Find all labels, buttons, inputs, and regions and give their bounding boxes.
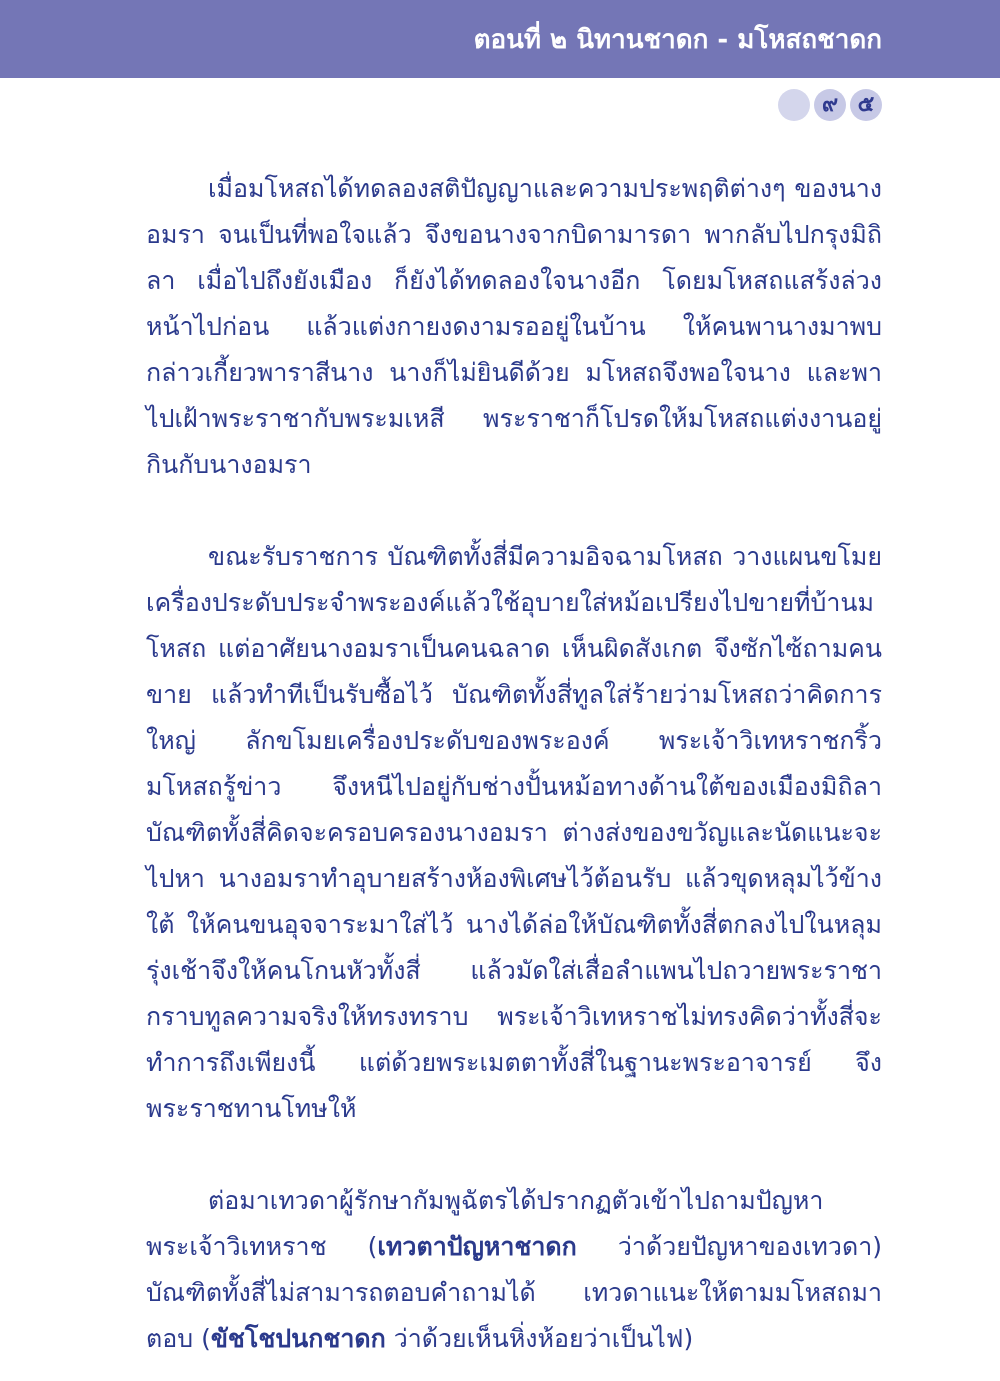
paragraph-3-text-c: ว่าด้วยปัญหาของเทวดา) บัณฑิตทั้งสี่ไม่สามารถตอบคำถามได้ เทวดาแนะให้ตามมโหสถมาตอบ (	[146, 1232, 882, 1353]
paragraph-2: ขณะรับราชการ บัณฑิตทั้งสี่มีความอิจฉามโหสถ วางแผนขโมยเครื่องประดับประจำพระองค์แล้วใช้อุบายใส่หม้อเปรียงไปขายที่บ้านมโหสถ แต่อาศัยนางอมราเป็นคนฉลาด เห็นผิดสังเกต จึงซักไซ้ถามคนขาย แล้วทำทีเป็นรับซื้อไว้ บัณฑิตทั้งสี่ทูลใส่ร้ายว่ามโหสถว่าคิดการใหญ่ ลักขโมยเครื่องประดับของพระองค์ พระเจ้าวิเทหราชกริ้ว มโหสถรู้ข่าว จึงหนีไปอยู่กับช่างปั้นหม้อทางด้านใต้ของเมืองมิถิลา บัณฑิตทั้งสี่คิดจะครอบครองนางอมรา ต่างส่งของขวัญและนัดแนะจะไปหา นางอมราทำอุบายสร้างห้องพิเศษไว้ต้อนรับ แล้วขุดหลุมไว้ข้างใต้ ให้คนขนอุจจาระมาใส่ไว้ นางได้ล่อให้บัณฑิตทั้งสี่ตกลงไปในหลุม รุ่งเช้าจึงให้คนโกนหัวทั้งสี่ แล้วมัดใส่เสื่อลำแพนไปถวายพระราชา กราบทูลความจริงให้ทรงทราบ พระเจ้าวิเทหราชไม่ทรงคิดว่าทั้งสี่จะทำการถึงเพียงนี้ แต่ด้วยพระเมตตาทั้งสี่ในฐานะพระอาจารย์ จึงพระราชทานโทษให้	[146, 542, 882, 1123]
header-band	[0, 0, 1000, 78]
paragraph-3-text-d: ว่าด้วยเห็นหิ่งห้อยว่าเป็นไฟ)	[385, 1324, 694, 1353]
body-text	[146, 166, 882, 1362]
paragraph-1: เมื่อมโหสถได้ทดลองสติปัญญาและความประพฤติต่างๆ ของนางอมรา จนเป็นที่พอใจแล้ว จึงขอนางจากบิดามารดา พากลับไปกรุงมิถิลา เมื่อไปถึงยังเมือง ก็ยังได้ทดลองใจนางอีก โดยมโหสถแสร้งล่วงหน้าไปก่อน แล้วแต่งกายงดงามรออยู่ในบ้าน ให้คนพานางมาพบ กล่าวเกี้ยวพาราสีนาง นางก็ไม่ยินดีด้วย มโหสถจึงพอใจนาง และพาไปเฝ้าพระราชากับพระมเหสี พระราชาก็โปรดให้มโหสถแต่งงานอยู่กินกับนางอมรา	[146, 174, 882, 479]
page-number-decor-circle	[778, 89, 810, 121]
jataka-title-devata: เทวตาปัญหาชาดก	[377, 1232, 577, 1261]
paragraph-3-text-a: ต่อมาเทวดาผู้รักษากัมพูฉัตรได้ปรากฏตัวเข้าไปถามปัญหาพระเจ้าวิเทหราช (	[146, 1186, 824, 1261]
page-number	[774, 88, 882, 122]
page-number-digit-1: ๙	[814, 89, 846, 121]
jataka-title-khajjopanaka: ขัชโชปนกชาดก	[210, 1324, 386, 1353]
page-number-digit-2: ๕	[850, 89, 882, 121]
paragraph-3	[146, 1178, 882, 1362]
chapter-title: ตอนที่ ๒ นิทานชาดก - มโหสถชาดก	[473, 25, 882, 55]
